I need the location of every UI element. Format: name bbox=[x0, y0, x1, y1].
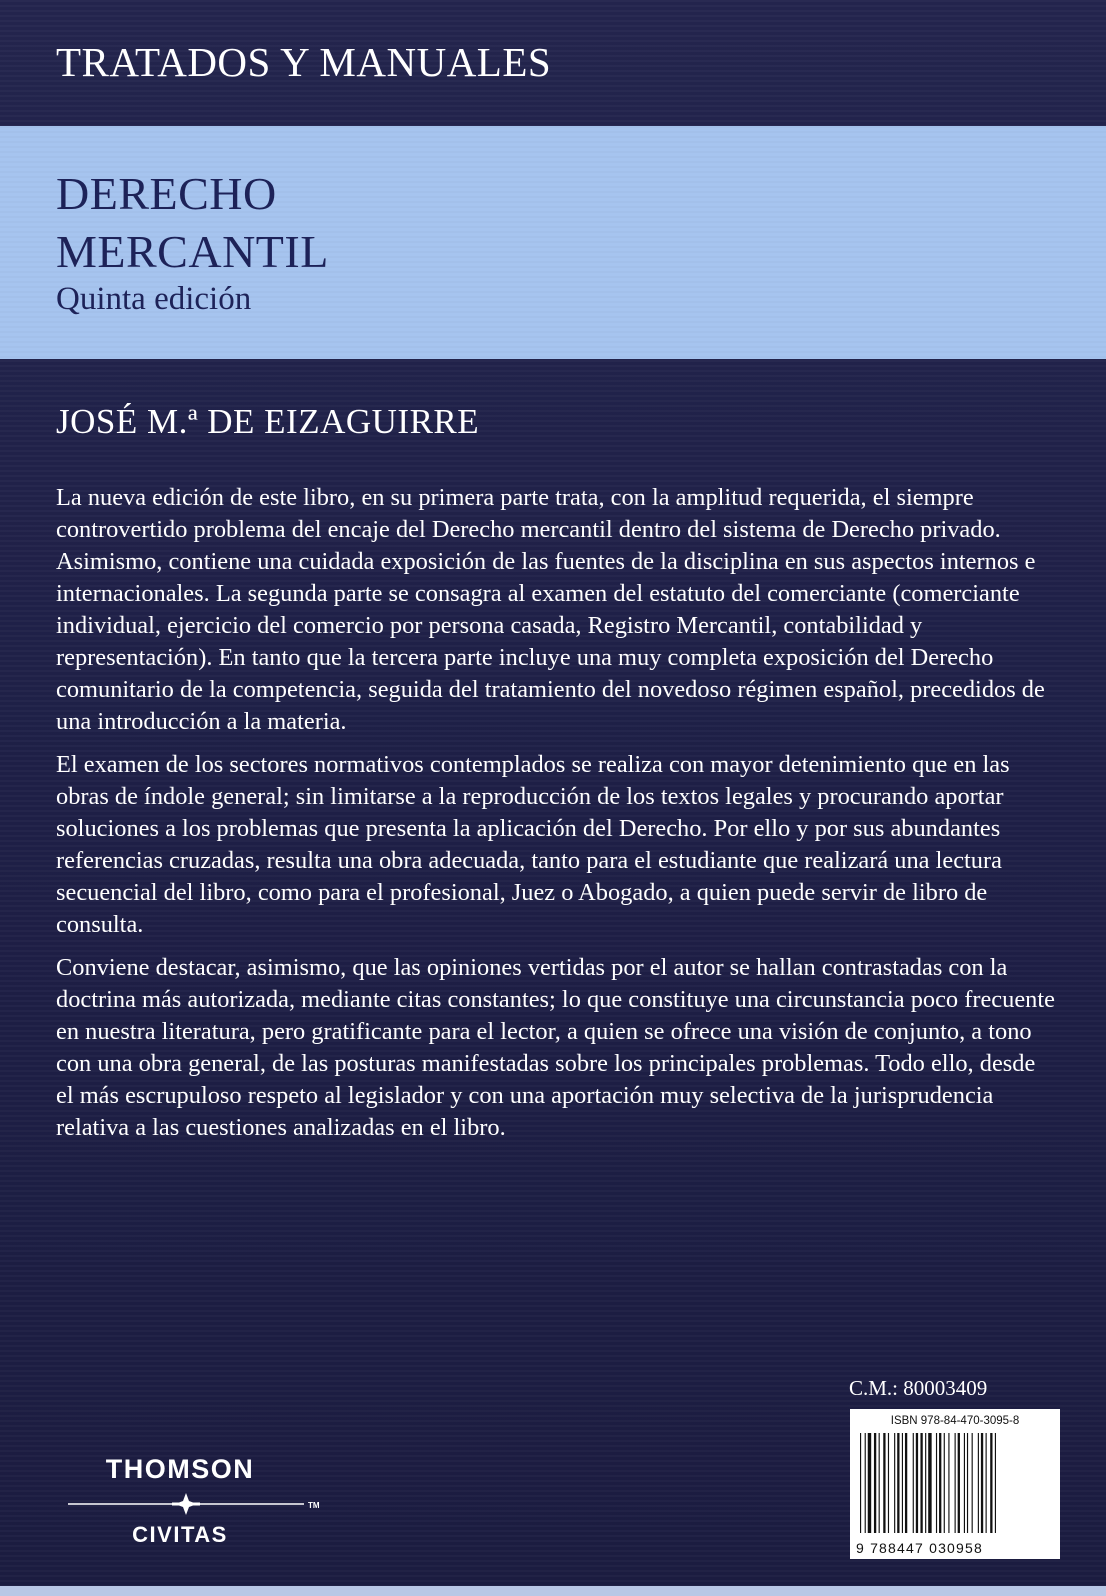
blurb-paragraph: El examen de los sectores normativos contemplados se realiza con mayor detenimiento que en las obras de índole general; sin limitarse a la reproducción de los textos legales y procurando aportar soluciones a los problemas que presenta la aplicación del Derecho. Por ello y por sus abundantes referencias cruzadas, resulta una obra adecuada, tanto para el estudiante que realizará una lectura secuencial del libro, como para el profesional, Juez o Abogado, a quien puede servir de libro de consulta. bbox=[56, 751, 1010, 938]
trademark-mark: TM bbox=[308, 1501, 320, 1510]
edition-label: Quinta edición bbox=[56, 281, 252, 317]
isbn-label: ISBN 978-84-470-3095-8 bbox=[890, 1415, 1020, 1427]
blurb-paragraph: La nueva edición de este libro, en su primera parte trata, con la amplitud requerida, el siempre controvertido problema del encaje del Derecho mercantil dentro del sistema de Derecho privado. Asimismo, contiene una cuidada exposición de las fuentes de la disciplina en sus aspectos internos e internacionales. La segunda parte se consagra al examen del estatuto del comerciante (comerciante individual, ejercicio del comercio por persona casada, Registro Mercantil, contabilidad y representación). En tanto que la tercera parte incluye una muy completa exposición del Derecho comunitario de la competencia, seguida del tratamiento del novedoso régimen español, precedidos de una introducción a la materia. bbox=[56, 484, 1045, 735]
barcode-digits: 9 788447 030958 bbox=[856, 1540, 983, 1556]
publisher-name-top: THOMSON bbox=[105, 1454, 255, 1484]
blurb-paragraph: Conviene destacar, asimismo, que las opiniones vertidas por el autor se hallan contrastadas con la doctrina más autorizada, mediante citas constantes; lo que constituye una circunstancia poco frecuente en nuestra literatura, pero gratificante para el lector, a quien se ofrece una visión de conjunto, a tono con una obra general, de las posturas manifestadas sobre los principales problemas. Todo ello, desde el más escrupuloso respeto al legislador y con una aportación muy selectiva de la jurisprudencia relativa a las cuestiones analizadas en el libro. bbox=[56, 954, 1055, 1141]
publisher-logo bbox=[56, 1456, 336, 1556]
publisher-name-bottom: CIVITAS bbox=[132, 1522, 228, 1547]
barcode-bars bbox=[856, 1433, 1054, 1537]
book-title-line-1: DERECHO bbox=[56, 168, 277, 219]
book-title-line-2: MERCANTIL bbox=[56, 226, 329, 277]
title-band bbox=[0, 126, 1106, 359]
author-name: JOSÉ M.ª DE EIZAGUIRRE bbox=[56, 402, 480, 441]
star-line-icon bbox=[68, 1492, 304, 1516]
catalog-number: C.M.: 80003409 bbox=[849, 1376, 988, 1400]
bottom-edge bbox=[0, 1586, 1106, 1596]
isbn-barcode bbox=[850, 1409, 1060, 1559]
blurb-text bbox=[56, 482, 1056, 1155]
series-title: TRATADOS Y MANUALES bbox=[56, 39, 552, 85]
